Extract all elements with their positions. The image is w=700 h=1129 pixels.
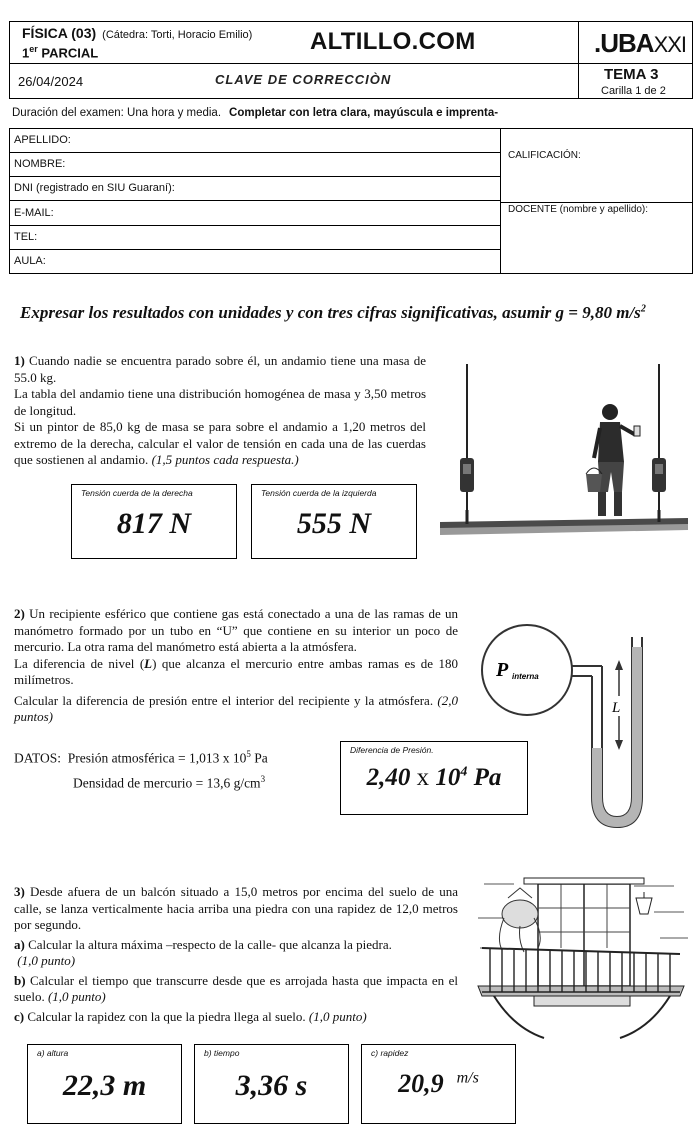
apellido-field[interactable]: APELLIDO: [10,129,500,153]
answer-box-time[interactable] [194,1044,349,1124]
answer-key-title: CLAVE DE CORRECCIÒN [215,72,392,87]
uba-xxi-logo: .UBAXXI [594,28,687,58]
sheet-number: Carilla 1 de 2 [601,85,666,97]
answer-box-speed[interactable] [361,1044,516,1124]
answer-label: c) rapidez [371,1048,409,1058]
email-field[interactable]: E-MAIL: [10,202,500,226]
answer-value: 817 N [116,507,192,540]
fig-p-label: P [496,659,509,681]
answer-box-max-height[interactable] [27,1044,182,1124]
instructions: Expresar los resultados con unidades y con tres cifras significativas, asumir g = 9,80 $m/s^2$ [20,303,646,322]
calificacion-field[interactable]: CALIFICACIÓN: [508,150,581,161]
subject-title: FÍSICA (03) (Cátedra: Torti, Horacio Emilio) [22,25,253,41]
answer-label: Tensión cuerda de la izquierda [261,488,377,498]
site-title: ALTILLO.COM [310,28,476,55]
answer-label: Tensión cuerda de la derecha [81,488,193,498]
dni-field[interactable]: DNI (registrado en SIU Guaraní): [10,177,500,201]
answer-value: 555 N [296,507,372,540]
header-divider [10,63,692,64]
tel-field[interactable]: TEL: [10,226,500,250]
exam-date: 26/04/2024 [18,74,84,89]
nombre-field[interactable]: NOMBRE: [10,153,500,177]
answer-label: Diferencia de Presión. [350,745,434,755]
scaffold-painter-illustration [438,362,690,542]
chair-name: (Cátedra: Torti, Horacio Emilio) [102,29,253,41]
exam-header [9,21,693,99]
balcony-illustration [474,878,690,1046]
fig-p-subscript: interna [512,672,539,681]
docente-field[interactable]: DOCENTE (nombre y apellido): [508,204,649,215]
answer-label: a) altura [37,1048,69,1058]
problem-3-text: 3) Desde afuera de un balcón situado a 15,0 metros por encima del suelo de una calle, se lanza verticalmente hacia arriba una piedra con una rapidez de 12,0 metros por segundo. a) Calcular la altura máxima –respecto de la calle- que alcanza la piedra. (1,0 punto) b) Calcular el tiempo que transcurre desde que es arrojada hasta que impacta en el suelo. (1,0 punto) c) Calcular la rapidez con la que la piedra llega al suelo. (1,0 punto) [14,884,459,1024]
manometer-illustration [470,622,690,837]
problem-2-data: DATOS: Presión atmosférica = 1,013 x $10^5$ Pa Densidad de mercurio = 13,6 $g/cm^3$ [14,749,268,790]
answer-value: 20,9 $^{m/s}$ [398,1069,479,1098]
form-divider [500,129,501,273]
student-info-form [9,128,693,274]
form-divider [500,202,692,203]
answer-value: 22,3 m [62,1069,147,1102]
duration-note: Duración del examen: Una hora y media. Completar con letra clara, mayúscula e imprenta- [12,107,499,119]
answer-label: b) tiempo [204,1048,240,1058]
answer-box-right-tension[interactable] [71,484,237,559]
answer-value: 2,40 x $10^4$ Pa [366,764,502,791]
problem-1-text: 1) Cuando nadie se encuentra parado sobre él, un andamio tiene una masa de 55.0 kg. La tabla del andamio tiene una distribución homogénea de masa y 3,50 metros de longitud. Si un pintor de 85,0 kg de masa se para sobre el andamio a 1,20 metros del extremo de la derecha, calcular el valor de tensión en cada una de las cuerdas que sostienen al andamio. (1,5 puntos cada respuesta.) [14,353,427,467]
answer-value: 3,36 s [235,1069,308,1102]
problem-2-text: 2) Un recipiente esférico que contiene gas está conectado a una de las ramas de un manómetro formado por un tubo en “U” que contiene en su interior un poco de mercurio. La otra rama del manómetro está abierta a la atmósfera. La diferencia de nivel (L) que alcanza el mercurio entre ambas ramas es de 180 milímetros. Calcular la diferencia de presión entre el interior del recipiente y la atmósfera. (2,0 puntos) [14,606,459,724]
exam-name: 1er PARCIAL [22,44,99,61]
aula-field[interactable]: AULA: [14,255,46,267]
fig-l-label: L [612,700,621,716]
tema-number: TEMA 3 [604,66,659,83]
answer-box-left-tension[interactable] [251,484,417,559]
header-divider [578,22,579,98]
